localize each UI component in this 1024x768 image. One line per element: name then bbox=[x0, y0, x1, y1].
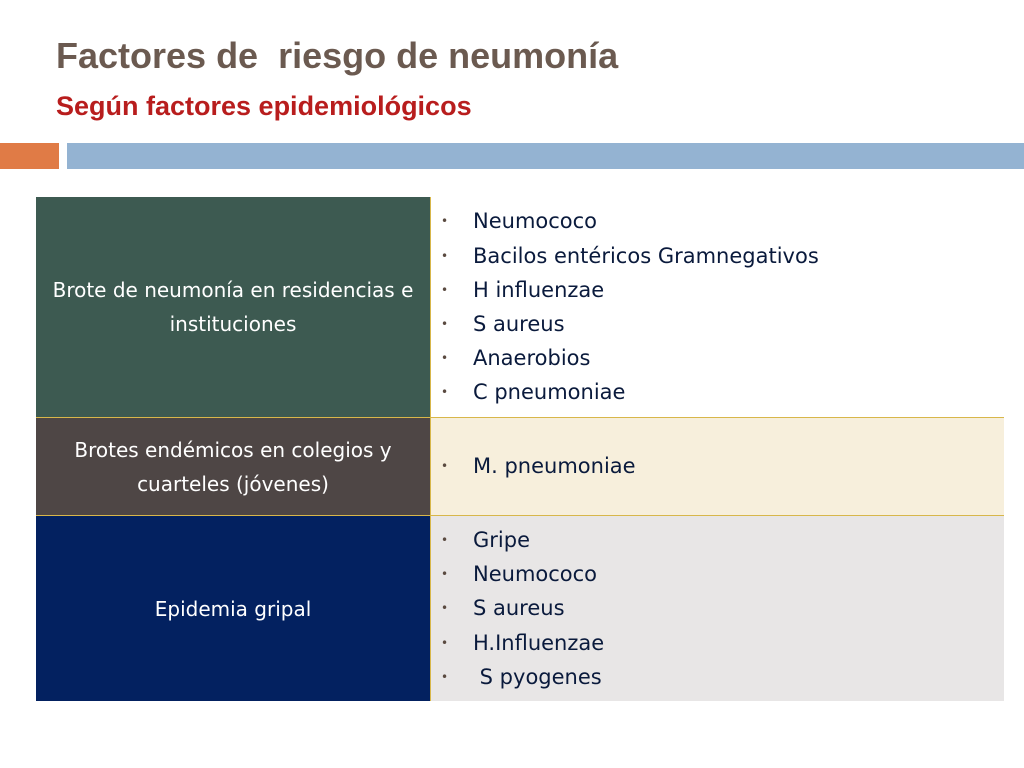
organism-label: H influenzae bbox=[473, 277, 605, 302]
organisms-cell bbox=[431, 516, 1004, 701]
list-item bbox=[437, 341, 819, 375]
slide-subtitle: Según factores epidemiológicos bbox=[56, 91, 472, 121]
organism-label: H.Influenzae bbox=[473, 630, 605, 655]
list-item bbox=[437, 204, 819, 238]
risk-factors-table bbox=[36, 197, 1004, 701]
table-row bbox=[36, 417, 1004, 516]
list-item bbox=[437, 239, 819, 273]
accent-bar-orange bbox=[0, 143, 59, 169]
list-item bbox=[437, 307, 819, 341]
slide-title: Factores de riesgo de neumonía bbox=[56, 35, 619, 76]
organism-label: Gripe bbox=[473, 527, 530, 552]
factor-cell: Epidemia gripal bbox=[36, 516, 431, 701]
organism-list bbox=[437, 449, 636, 483]
bullet-icon: • bbox=[441, 214, 449, 229]
bullet-icon: • bbox=[441, 567, 449, 582]
table-row bbox=[36, 197, 1004, 417]
list-item bbox=[437, 591, 604, 625]
factor-cell: Brote de neumonía en residencias e instituciones bbox=[36, 197, 431, 417]
list-item bbox=[437, 626, 604, 660]
list-item bbox=[437, 273, 819, 307]
list-item bbox=[437, 660, 604, 694]
organisms-cell bbox=[431, 418, 1004, 515]
organism-label: Neumococo bbox=[473, 209, 598, 234]
organism-label: S aureus bbox=[473, 312, 565, 336]
organism-label: S aureus bbox=[473, 596, 565, 621]
bullet-icon: • bbox=[441, 248, 449, 263]
factor-cell: Brotes endémicos en colegios y cuarteles (jóvenes) bbox=[36, 418, 431, 515]
bullet-icon: • bbox=[441, 282, 449, 297]
organisms-cell bbox=[431, 197, 1004, 417]
bullet-icon: • bbox=[441, 351, 449, 366]
list-item bbox=[437, 375, 819, 409]
bullet-icon: • bbox=[441, 317, 449, 331]
organism-label: C pneumoniae bbox=[473, 380, 626, 405]
list-item bbox=[437, 449, 636, 483]
accent-bar-blue bbox=[67, 143, 1024, 169]
organism-label: Neumococo bbox=[473, 562, 598, 587]
list-item bbox=[437, 557, 604, 591]
organism-label: S pyogenes bbox=[473, 664, 602, 689]
organism-label: Anaerobios bbox=[473, 346, 591, 371]
bullet-icon: • bbox=[441, 669, 449, 684]
organism-list bbox=[437, 204, 819, 409]
bullet-icon: • bbox=[441, 385, 449, 400]
organism-list bbox=[437, 523, 604, 694]
bullet-icon: • bbox=[441, 459, 449, 474]
bullet-icon: • bbox=[441, 532, 449, 547]
bullet-icon: • bbox=[441, 601, 449, 616]
organism-label: M. pneumoniae bbox=[473, 454, 636, 479]
bullet-icon: • bbox=[441, 635, 449, 650]
table-row bbox=[36, 516, 1004, 701]
organism-label: Bacilos entéricos Gramnegativos bbox=[473, 243, 819, 268]
list-item bbox=[437, 523, 604, 557]
